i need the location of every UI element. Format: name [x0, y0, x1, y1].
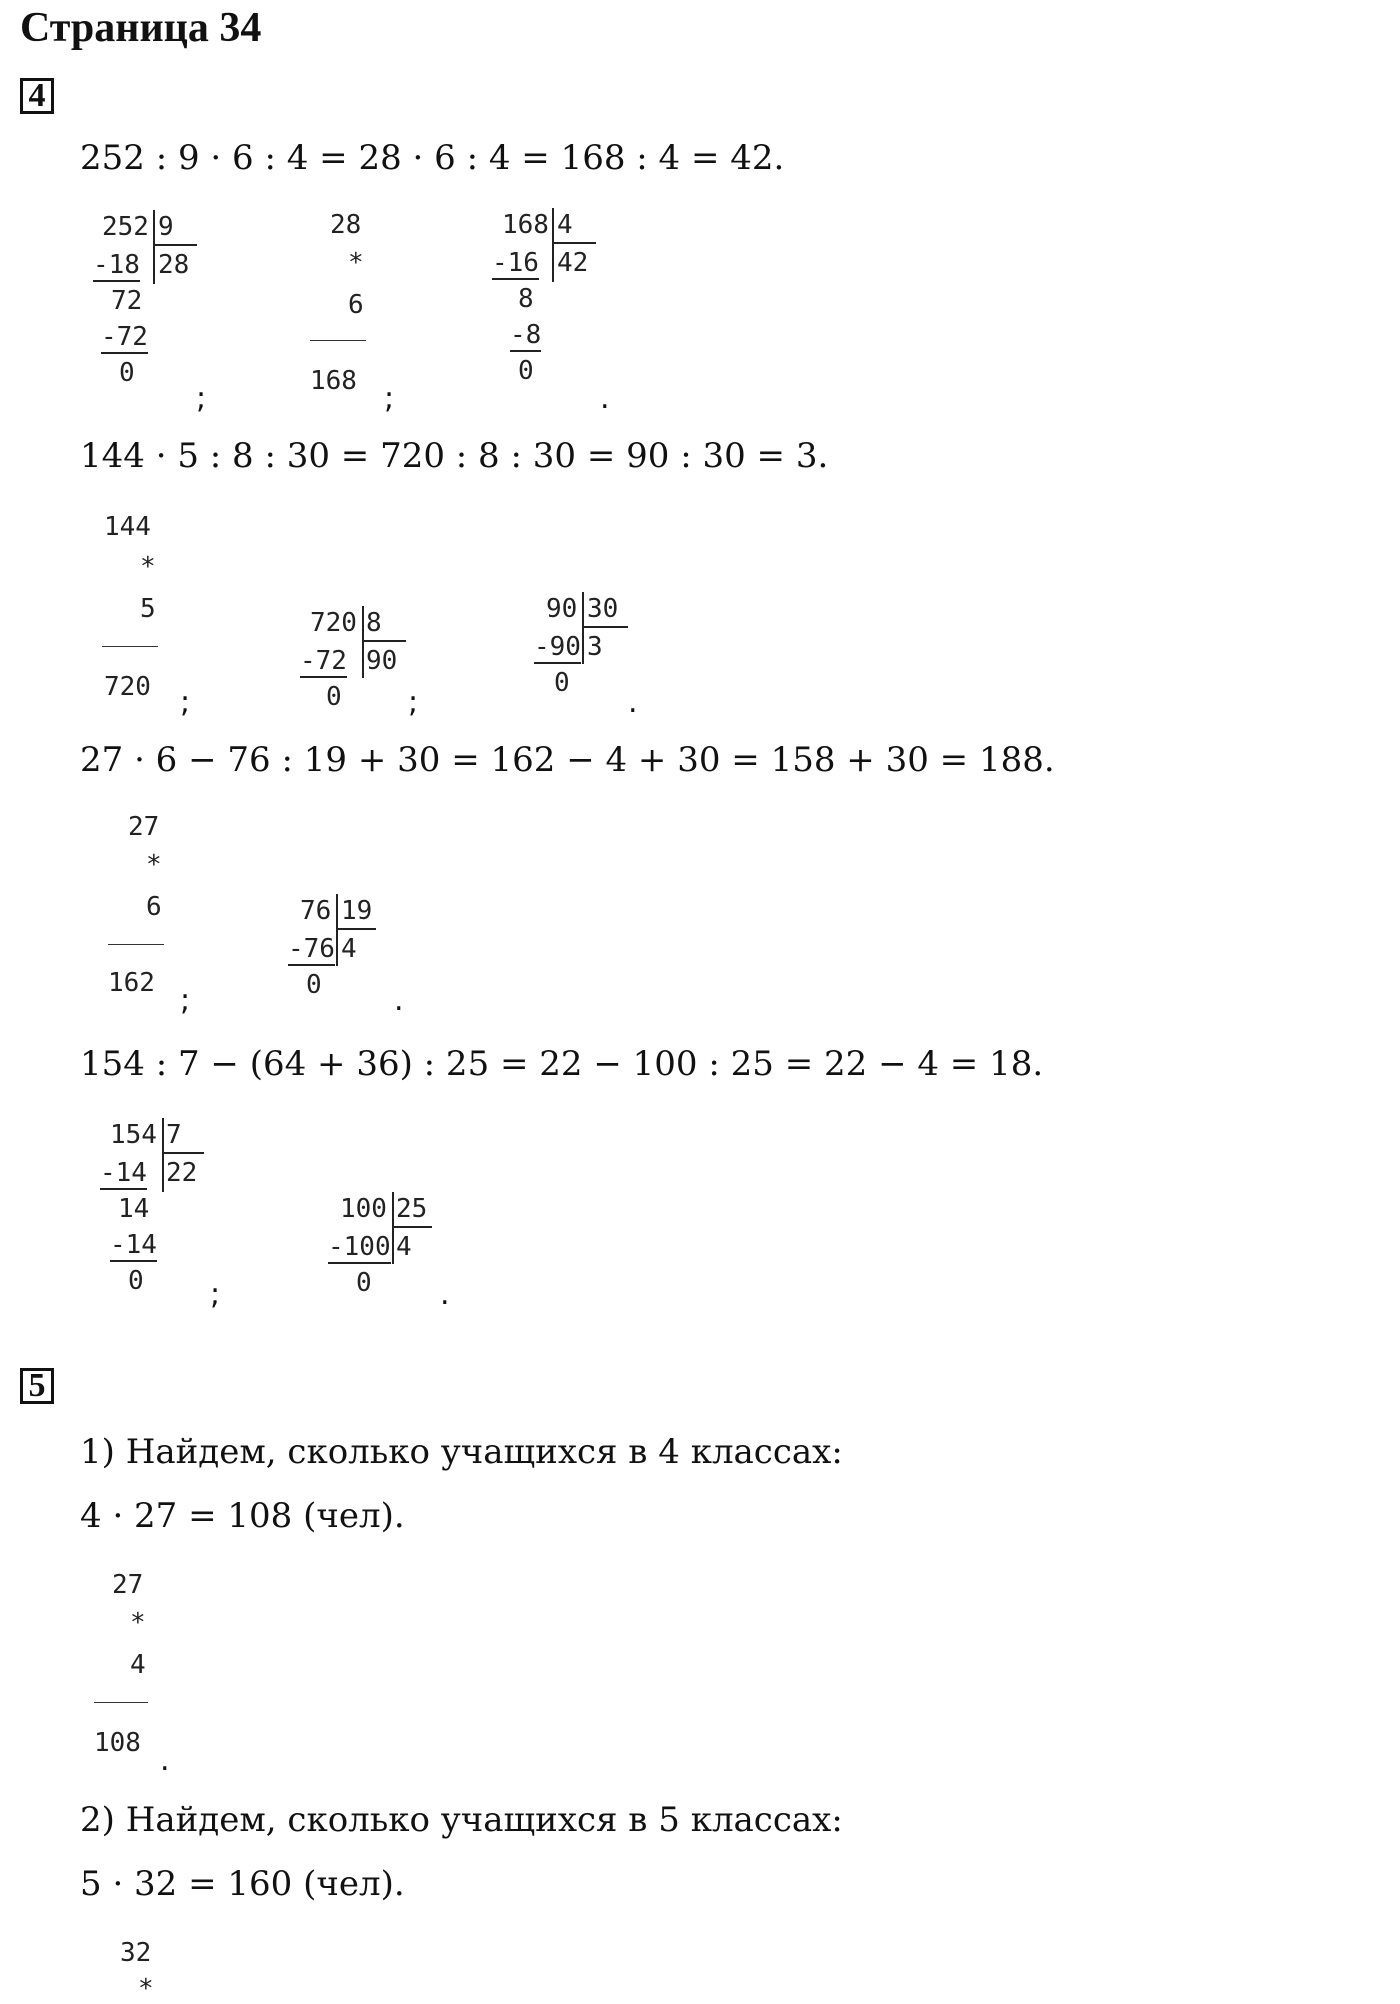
dividend: 100 — [340, 1194, 387, 1224]
divisor: 30 — [587, 594, 619, 624]
step-1-text: 1) Найдем, сколько учащихся в 4 классах: — [80, 1432, 843, 1472]
dividend: 720 — [310, 608, 357, 638]
subtrahend: -90 — [534, 632, 581, 662]
equation-4: 154 : 7 − (64 + 36) : 25 = 22 − 100 : 25 = 22 − 4 = 18. — [80, 1044, 1044, 1084]
remainder: 0 — [554, 668, 570, 698]
factor: 28 — [330, 210, 362, 240]
remainder: 8 — [518, 284, 534, 314]
remainder: 72 — [111, 286, 143, 316]
operator: * — [146, 850, 162, 880]
quotient: 22 — [166, 1158, 198, 1188]
product: 168 — [310, 366, 357, 396]
remainder: 14 — [118, 1194, 150, 1224]
remainder: 0 — [356, 1268, 372, 1298]
operator: * — [130, 1608, 146, 1638]
subtrahend: -18 — [93, 250, 140, 280]
subtrahend: -72 — [300, 646, 347, 676]
subtrahend: -14 — [100, 1158, 147, 1188]
product: 162 — [108, 968, 155, 998]
factor: 32 — [120, 1938, 152, 1968]
subtrahend: -100 — [328, 1232, 391, 1262]
equation-2: 144 · 5 : 8 : 30 = 720 : 8 : 30 = 90 : 30 = 3. — [80, 436, 829, 476]
factor: 4 — [130, 1650, 146, 1680]
dividend: 90 — [546, 594, 578, 624]
task-number-5: 5 — [20, 1368, 54, 1404]
divisor: 8 — [366, 608, 382, 638]
remainder: 0 — [119, 358, 135, 388]
remainder: 0 — [326, 682, 342, 712]
end-mark: . — [628, 685, 638, 720]
subtrahend: -16 — [492, 248, 539, 278]
divisor: 9 — [158, 212, 174, 242]
step-2-text: 2) Найдем, сколько учащихся в 5 классах: — [80, 1800, 843, 1840]
dividend: 168 — [502, 210, 549, 240]
equation-3: 27 · 6 − 76 : 19 + 30 = 162 − 4 + 30 = 158 + 30 = 188. — [80, 740, 1055, 780]
factor: 5 — [140, 594, 156, 624]
separator: ; — [180, 983, 191, 1018]
dividend: 154 — [110, 1120, 157, 1150]
operator: * — [348, 248, 364, 278]
separator: ; — [408, 685, 419, 720]
separator: ; — [384, 381, 395, 416]
divisor: 4 — [557, 210, 573, 240]
page-title: Страница 34 — [20, 5, 262, 51]
factor: 27 — [112, 1570, 144, 1600]
subtrahend: -72 — [101, 322, 148, 352]
product: 108 — [94, 1728, 141, 1758]
operator: * — [140, 552, 156, 582]
remainder: 0 — [518, 356, 534, 386]
factor: 144 — [104, 512, 151, 542]
operator: * — [138, 1974, 154, 2004]
subtrahend: -14 — [110, 1230, 157, 1260]
remainder: 0 — [128, 1266, 144, 1296]
divisor: 25 — [396, 1194, 428, 1224]
quotient: 3 — [587, 632, 603, 662]
quotient: 28 — [158, 250, 190, 280]
end-mark: . — [160, 1743, 170, 1778]
separator: ; — [180, 685, 191, 720]
separator: ; — [196, 381, 207, 416]
end-mark: . — [440, 1277, 450, 1312]
quotient: 4 — [396, 1232, 412, 1262]
quotient: 42 — [557, 248, 589, 278]
subtrahend: -76 — [288, 934, 335, 964]
end-mark: . — [394, 983, 404, 1018]
factor: 6 — [146, 892, 162, 922]
product: 720 — [104, 672, 151, 702]
equation-5-1: 4 · 27 = 108 (чел). — [80, 1496, 405, 1536]
quotient: 90 — [366, 646, 398, 676]
dividend: 252 — [102, 212, 149, 242]
dividend: 76 — [300, 896, 332, 926]
end-mark: . — [600, 381, 610, 416]
divisor: 7 — [166, 1120, 182, 1150]
equation-5-2: 5 · 32 = 160 (чел). — [80, 1864, 405, 1904]
quotient: 4 — [341, 934, 357, 964]
divisor: 19 — [341, 896, 373, 926]
task-number-4: 4 — [20, 78, 54, 114]
separator: ; — [210, 1277, 221, 1312]
remainder: 0 — [306, 970, 322, 1000]
equation-1: 252 : 9 · 6 : 4 = 28 · 6 : 4 = 168 : 4 = 42. — [80, 138, 785, 178]
subtrahend: -8 — [510, 320, 542, 350]
factor: 6 — [348, 290, 364, 320]
factor: 27 — [128, 812, 160, 842]
